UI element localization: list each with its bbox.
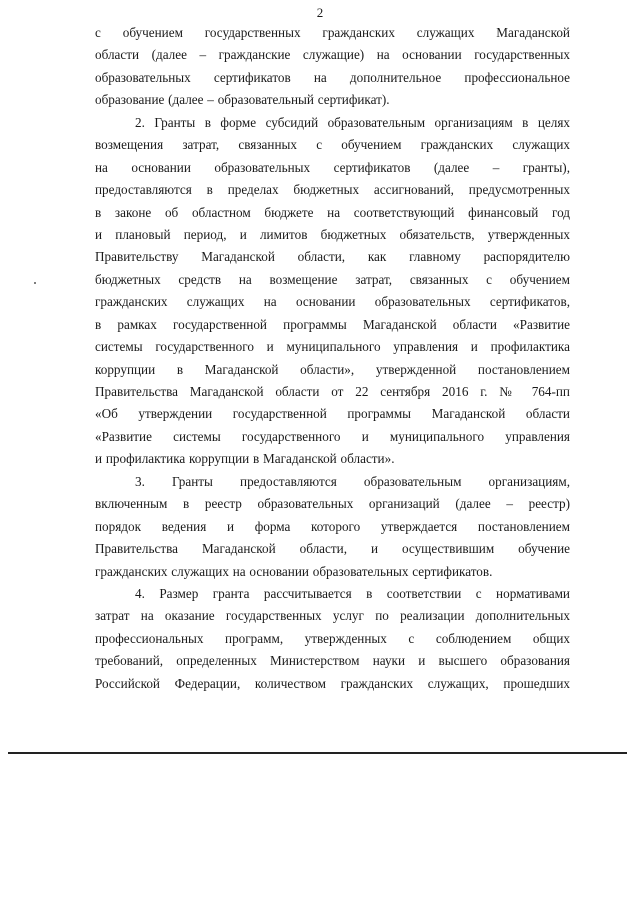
paragraph-3 — [95, 471, 570, 583]
text-line: в законе об областном бюджете на соответствующий финансовый год — [95, 204, 570, 220]
paragraph-4 — [95, 583, 570, 695]
text-line: возмещения затрат, связанных с обучением гражданских служащих — [95, 137, 570, 153]
scan-speck — [34, 282, 36, 284]
text-line: в рамках государственной программы Магаданской области «Развитие — [95, 316, 570, 332]
text-line: гражданских служащих на основании образовательных сертификатов. — [95, 563, 493, 579]
text-line: гражданских служащих на основании образовательных сертификатов, — [95, 294, 570, 310]
text-line: включенным в реестр образовательных организаций (далее – реестр) — [95, 496, 570, 512]
text-line: порядок ведения и форма которого утверждается постановлением — [95, 518, 570, 534]
text-line: 4. Размер гранта рассчитывается в соответствии с нормативами — [135, 585, 570, 601]
text-line: требований, определенных Министерством науки и высшего образования — [95, 653, 570, 669]
text-line: Российской Федерации, количеством гражданских служащих, прошедших — [95, 675, 570, 691]
text-line: с обучением государственных гражданских служащих Магаданской — [95, 25, 570, 40]
text-line: «Об утверждении государственной программы Магаданской области — [95, 406, 570, 422]
text-line: «Развитие системы государственного и муниципального управления — [95, 428, 570, 444]
text-line: 3. Гранты предоставляются образовательным организациям, — [135, 473, 570, 489]
page-number: 2 — [316, 5, 324, 20]
document-body — [95, 22, 570, 695]
text-line: и профилактика коррупции в Магаданской области». — [95, 451, 395, 467]
text-line: Правительства Магаданской области от 22 сентября 2016 г. № 764-пп — [95, 384, 570, 399]
text-line: образовательных сертификатов на дополнительное профессиональное — [95, 69, 570, 85]
text-line: системы государственного и муниципального управления и профилактика — [95, 339, 570, 355]
paragraph-2 — [95, 112, 570, 471]
text-line: предоставляются в пределах бюджетных ассигнований, предусмотренных — [95, 182, 570, 198]
text-line: профессиональных программ, утвержденных с соблюдением общих — [95, 630, 570, 646]
text-line: на основании образовательных сертификатов (далее – гранты), — [95, 159, 570, 175]
text-line: Правительству Магаданской области, как главному распорядителю — [95, 249, 570, 265]
bottom-divider — [8, 752, 627, 754]
text-line: бюджетных средств на возмещение затрат, связанных с обучением — [95, 271, 570, 287]
text-line: 2. Гранты в форме субсидий образовательным организациям в целях — [135, 114, 570, 130]
text-line: и плановый период, и лимитов бюджетных обязательств, утвержденных — [95, 226, 570, 242]
text-line: области (далее – гражданские служащие) на основании государственных — [95, 47, 570, 63]
text-line: коррупции в Магаданской области», утвержденной постановлением — [95, 361, 570, 377]
text-line: образование (далее – образовательный сертификат). — [95, 92, 390, 108]
text-line: Правительства Магаданской области, и осуществившим обучение — [95, 541, 570, 557]
text-line: затрат на оказание государственных услуг по реализации дополнительных — [95, 608, 570, 624]
paragraph-1 — [95, 22, 570, 112]
